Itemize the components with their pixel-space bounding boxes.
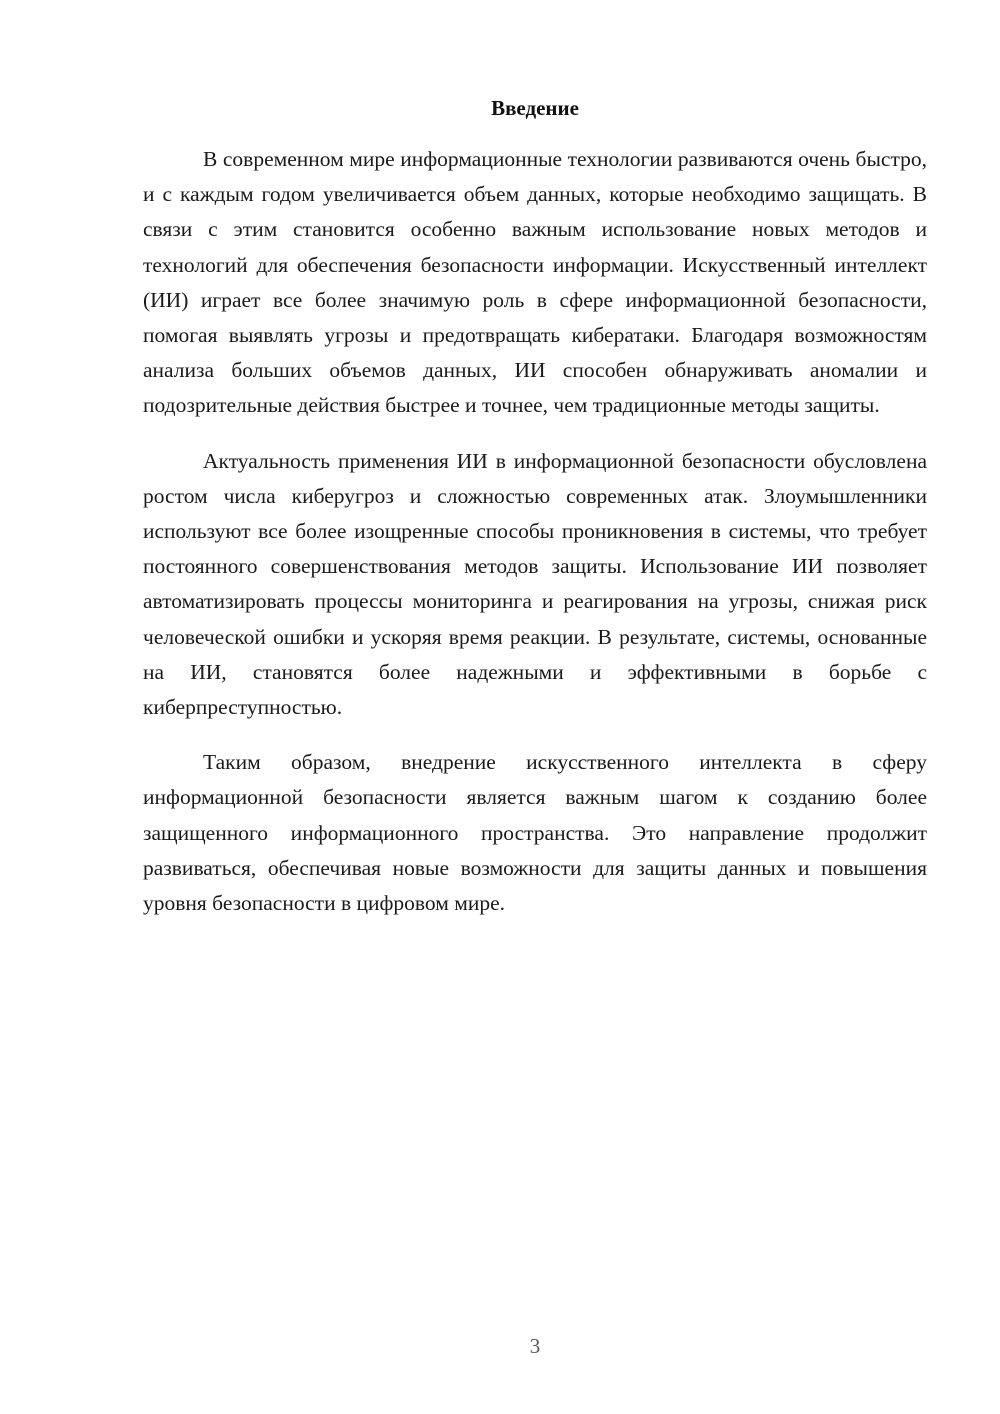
body-text — [143, 142, 927, 941]
page-number: 3 — [529, 1334, 541, 1358]
paragraph-1: В современном мире информационные технологии развиваются очень быстро, и с каждым годом увеличивается объем данных, которые необходимо защищать. В связи с этим становится особенно важным использование новых методов и технологий для обеспечения безопасности информации. Искусственный интеллект (ИИ) играет все более значимую роль в сфере информационной безопасности, помогая выявлять угрозы и предотвращать кибератаки. Благодаря возможностям анализа больших объемов данных, ИИ способен обнаруживать аномалии и подозрительные действия быстрее и точнее, чем традиционные методы защиты. — [143, 147, 927, 418]
paragraph-3: Таким образом, внедрение искусственного интеллекта в сферу информационной безопасности является важным шагом к созданию более защищенного информационного пространства. Это направление продолжит развиваться, обеспечивая новые возможности для защиты данных и повышения уровня безопасности в цифровом мире. — [143, 750, 927, 916]
section-heading: Введение — [491, 96, 579, 120]
paragraph-2: Актуальность применения ИИ в информационной безопасности обусловлена ростом числа киберугроз и сложностью современных атак. Злоумышленники используют все более изощренные способы проникновения в системы, что требует постоянного совершенствования методов защиты. Использование ИИ позволяет автоматизировать процессы мониторинга и реагирования на угрозы, снижая риск человеческой ошибки и ускоряя время реакции. В результате, системы, основанные на ИИ, становятся более надежными и эффективными в борьбе с киберпреступностью. — [143, 448, 927, 720]
